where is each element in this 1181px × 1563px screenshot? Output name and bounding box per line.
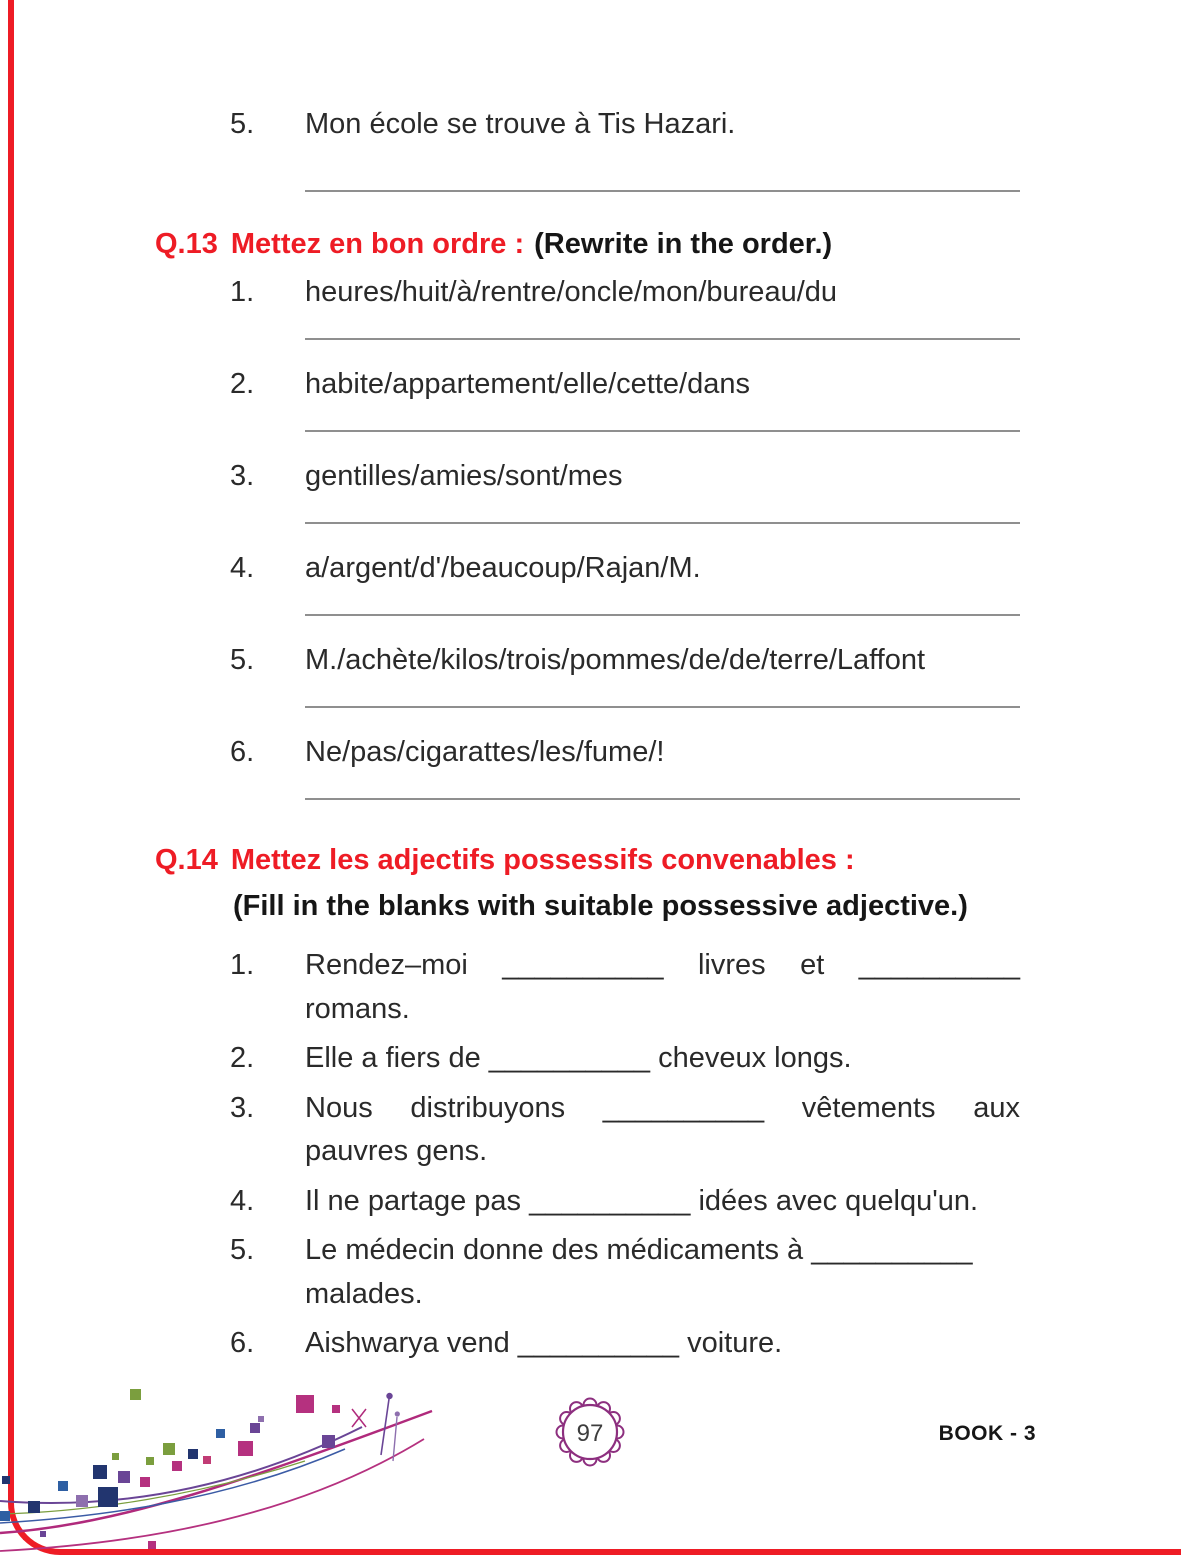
item-number: 1. [230, 949, 255, 982]
item-text-line: romans. [305, 992, 410, 1025]
item-number: 3. [230, 460, 255, 493]
question-item [230, 1180, 1020, 1224]
item-number: 4. [230, 1184, 255, 1217]
question-item [230, 548, 1020, 640]
item-text-line: Nous distribuyons __________ vêtements aux [305, 1091, 1020, 1124]
item-number: 5. [230, 644, 255, 677]
question-title-french: Mettez les adjectifs possessifs convenables : [230, 844, 855, 877]
item-number: 4. [230, 552, 255, 585]
item-text-line: malades. [305, 1277, 423, 1310]
page-content [155, 0, 1020, 1372]
question-item [230, 1322, 1020, 1366]
question-item [230, 640, 1020, 732]
answer-blank-line [305, 798, 1020, 800]
question-item [230, 1037, 1020, 1081]
item-text: Ne/pas/cigarattes/les/fume/! [305, 736, 665, 769]
question-item [230, 1229, 1020, 1316]
page-number-badge [554, 1396, 626, 1468]
page-number: 97 [576, 1420, 604, 1447]
item-text: heures/huit/à/rentre/oncle/mon/bureau/du [305, 276, 838, 309]
item-number: 2. [230, 368, 255, 401]
answer-blank-line [305, 706, 1020, 708]
question-label: Q.13 [155, 228, 218, 261]
item-text: habite/appartement/elle/cette/dans [305, 368, 750, 401]
question-title-english: (Fill in the blanks with suitable possessive adjective.) [233, 890, 968, 923]
item-text: a/argent/d'/beaucoup/Rajan/M. [305, 552, 701, 585]
answer-blank-line [305, 614, 1020, 616]
q14-items [155, 944, 1020, 1366]
item-text-line: pauvres gens. [305, 1135, 488, 1168]
question-item [230, 1087, 1020, 1174]
question-item [230, 944, 1020, 1031]
item-number: 5. [230, 108, 255, 140]
footer-decoration-swoosh [0, 1383, 440, 1563]
question-heading-q13 [155, 224, 1020, 264]
item-number: 5. [230, 1234, 255, 1267]
answer-blank-line [305, 430, 1020, 432]
answer-blank-line [305, 190, 1020, 192]
question-heading-q14 [155, 840, 1020, 880]
question-title-english: (Rewrite in the order.) [534, 228, 833, 261]
question-item [230, 364, 1020, 456]
answer-blank-line [305, 338, 1020, 340]
item-text-line: Aishwarya vend __________ voiture. [305, 1327, 783, 1360]
item-number: 3. [230, 1091, 255, 1124]
item-text-line: Elle a fiers de __________ cheveux longs. [305, 1042, 852, 1075]
question-item [230, 104, 1020, 216]
question-item [230, 456, 1020, 548]
question-label: Q.14 [155, 844, 218, 877]
item-text-line: Le médecin donne des médicaments à __________ [305, 1234, 973, 1267]
question-item [230, 732, 1020, 824]
answer-blank-line [305, 522, 1020, 524]
item-text-line: Rendez–moi __________ livres et __________ [305, 949, 1020, 982]
item-number: 6. [230, 736, 255, 769]
item-number: 1. [230, 276, 255, 309]
question-item [230, 272, 1020, 364]
item-text: Mon école se trouve à Tis Hazari. [305, 108, 736, 140]
item-text: M./achète/kilos/trois/pommes/de/de/terre/Laffont [305, 644, 926, 677]
book-label: BOOK - 3 [938, 1422, 1036, 1445]
item-number: 6. [230, 1327, 255, 1360]
question-title-french: Mettez en bon ordre : [230, 228, 525, 261]
item-text-line: Il ne partage pas __________ idées avec quelqu'un. [305, 1184, 979, 1217]
item-text: gentilles/amies/sont/mes [305, 460, 623, 493]
item-number: 2. [230, 1042, 255, 1075]
